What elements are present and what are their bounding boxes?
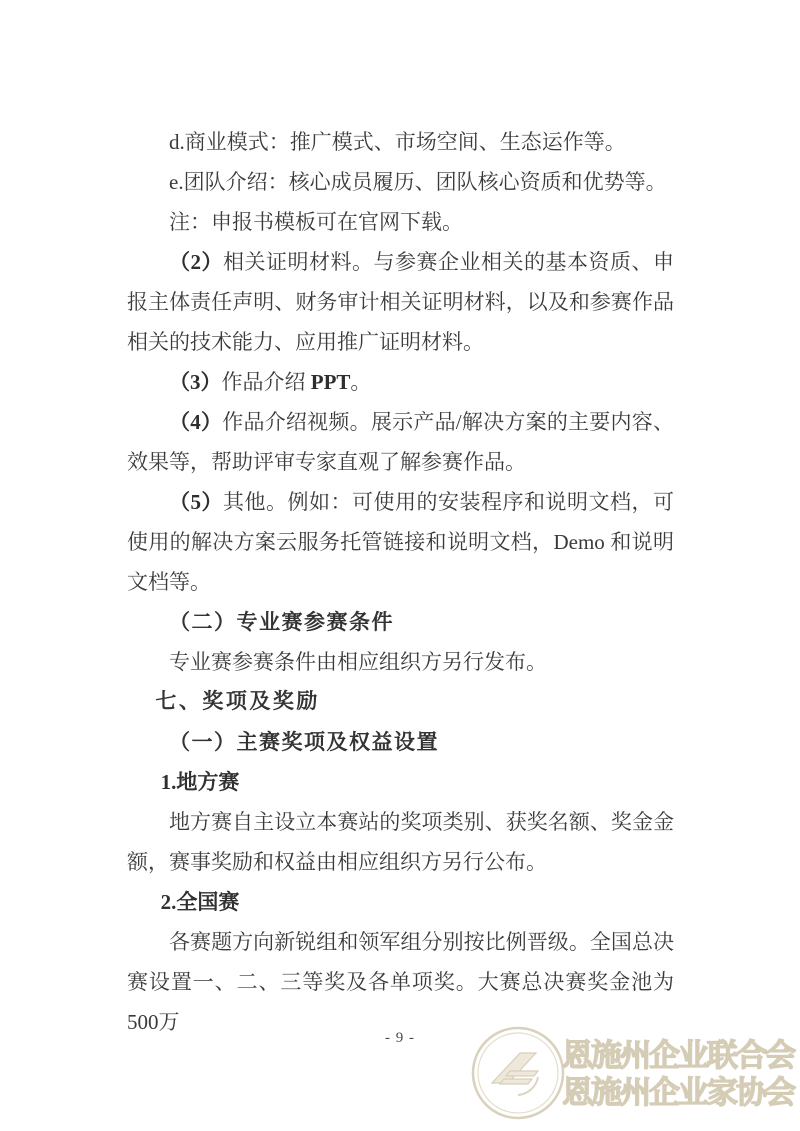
paragraph [127,482,674,602]
paragraph [127,602,674,642]
text-segment: 1.地方赛 [160,770,240,794]
text-segment: 其他。例如：可使用的安装程序和说明文档，可使用的解决方案云服务托管链接和说明文档，Demo 和说明文档等。 [127,490,674,594]
text-segment: 作品介绍 [221,370,311,394]
paragraph [127,922,674,1042]
text-segment: 地方赛自主设立本赛站的奖项类别、获奖名额、奖金金额，赛事奖励和权益由相应组织方另行公布。 [127,810,674,874]
text-segment: 。 [350,370,372,394]
text-segment: 2.全国赛 [160,890,240,914]
paragraph [127,362,674,402]
text-segment: 各赛题方向新锐组和领军组分别按比例晋级。全国总决赛设置一、二、三等奖及各单项奖。大赛总决赛奖金池为500万 [127,930,674,1034]
watermark-line1: 恩施州企业联合会 [562,1038,794,1073]
text-segment: （一）主赛奖项及权益设置 [169,730,439,754]
paragraph [127,762,674,802]
text-segment: 作品介绍视频。展示产品/解决方案的主要内容、效果等，帮助评审专家直观了解参赛作品。 [127,410,675,474]
text-segment: （二）专业赛参赛条件 [169,610,394,634]
text-segment: e.团队介绍：核心成员履历、团队核心资质和优势等。 [169,170,667,194]
text-segment: d.商业模式：推广模式、市场空间、生态运作等。 [169,130,626,154]
paragraph [127,722,674,762]
text-segment: （2） [169,250,223,274]
paragraph [127,202,674,242]
paragraph [127,122,674,162]
paragraph [127,162,674,202]
paragraph [127,882,674,922]
text-segment: （5） [169,490,223,514]
text-segment: 七、奖项及奖励 [155,690,320,713]
text-segment: （4） [169,410,223,434]
text-segment: 相关证明材料。与参赛企业相关的基本资质、申报主体责任声明、财务审计相关证明材料，以及和参赛作品相关的技术能力、应用推广证明材料。 [127,250,674,354]
watermark-line2: 恩施州企业家协会 [562,1075,794,1110]
paragraph [127,802,674,882]
document-body [127,122,674,1042]
text-segment: （3） [169,370,222,394]
text-segment: 专业赛参赛条件由相应组织方另行发布。 [169,650,547,674]
page-number: - 9 - [385,1030,415,1046]
paragraph [127,402,674,482]
text-segment: 注：申报书模板可在官网下载。 [169,210,463,234]
paragraph [127,242,674,362]
text-segment: PPT [310,370,351,394]
paragraph [127,642,674,682]
paragraph [127,682,674,722]
